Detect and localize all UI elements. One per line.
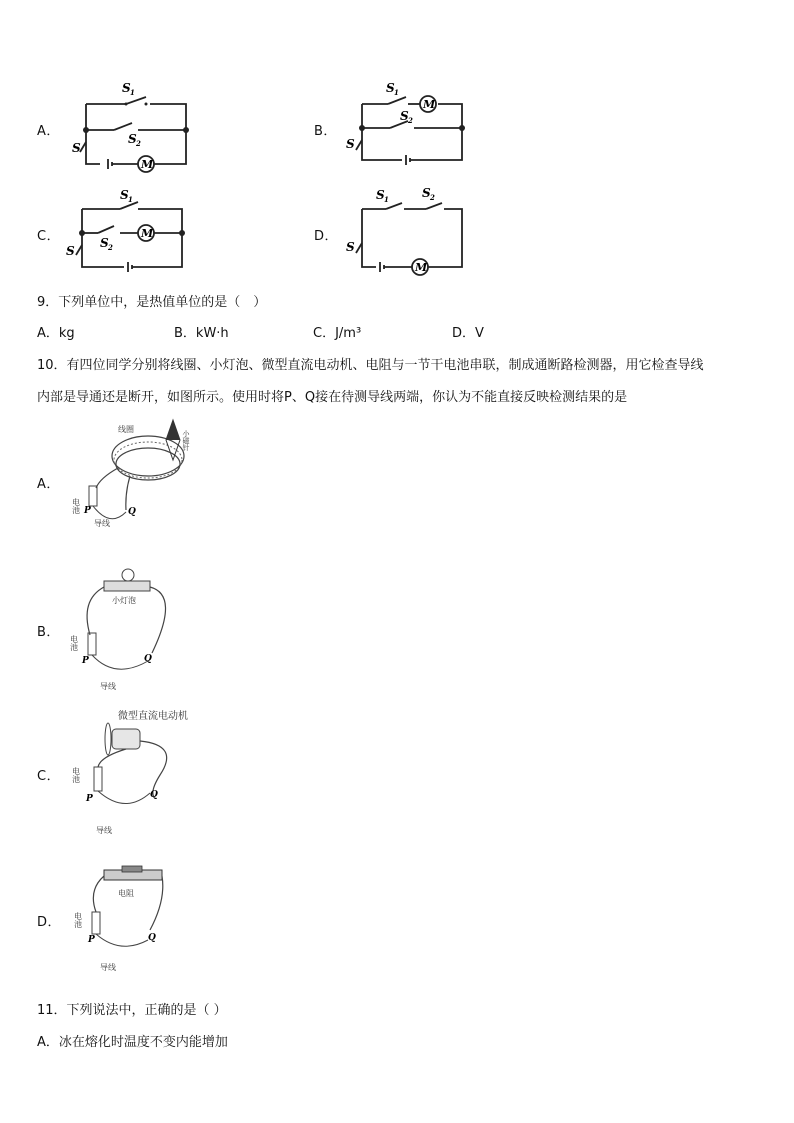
svg-text:导线: 导线 [100,682,116,691]
svg-text:小磁针: 小磁针 [182,430,190,451]
svg-text:Q: Q [150,790,158,800]
svg-text:1: 1 [130,88,135,97]
svg-text:电池: 电池 [71,767,81,783]
q11-option-a[interactable]: A．冰在熔化时温度不变内能增加 [37,1035,228,1050]
svg-text:S: S [72,141,81,155]
svg-text:1: 1 [128,195,133,204]
svg-text:导线: 导线 [96,826,112,835]
q8-circuit-b [346,78,476,173]
q8-option-b-letter[interactable]: B． [314,124,337,139]
q9-option-b[interactable]: B．kW·h [174,326,229,341]
svg-text:电池: 电池 [73,912,83,928]
svg-text:S: S [128,132,137,146]
svg-text:线圈: 线圈 [118,425,134,434]
svg-text:S: S [376,188,385,202]
q10-figure-b-bulb [70,565,210,695]
svg-text:M: M [423,98,436,111]
q10-option-a-letter[interactable]: A． [37,477,60,492]
q9-option-a[interactable]: A．kg [37,326,75,341]
svg-text:S: S [422,186,431,200]
q8-circuit-a [70,80,200,175]
svg-text:1: 1 [394,88,399,97]
q8-circuit-c [66,185,196,280]
svg-text:S: S [400,109,409,123]
svg-text:2: 2 [408,116,413,125]
svg-text:2: 2 [430,193,435,202]
svg-text:电阻: 电阻 [118,889,134,898]
q8-option-a-letter[interactable]: A． [37,124,60,139]
q10-option-d-letter[interactable]: D． [37,915,62,930]
svg-text:S: S [66,244,75,258]
svg-text:S: S [100,236,109,250]
svg-text:S: S [386,81,395,95]
q8-circuit-d [346,185,476,280]
q11-stem: 11．下列说法中，正确的是（ ） [37,1003,227,1018]
svg-text:导线: 导线 [94,519,110,528]
q8-option-c-letter[interactable]: C． [37,229,61,244]
q10-stem-line2: 内部是导通还是断开，如图所示。使用时将P、Q接在待测导线两端，你认为不能直接反映检测结果的是 [37,390,628,405]
svg-text:Q: Q [128,507,136,517]
svg-text:微型直流电动机: 微型直流电动机 [118,711,188,722]
svg-text:电池: 电池 [71,498,81,514]
motor-label: M [141,158,154,171]
svg-text:2: 2 [108,243,113,252]
svg-text:S: S [122,81,131,95]
q9-stem: 9．下列单位中，是热值单位的是（ ） [37,295,267,310]
q10-stem-line1: 10．有四位同学分别将线圈、小灯泡、微型直流电动机、电阻与一节干电池串联，制成通断路检测器，用它检查导线 [37,358,704,373]
svg-text:导线: 导线 [100,963,116,972]
svg-text:1: 1 [384,195,389,204]
svg-text:S: S [120,188,129,202]
q8-option-d-letter[interactable]: D． [314,229,339,244]
svg-text:2: 2 [136,139,141,148]
q10-figure-d-resistor [70,860,200,980]
svg-text:小灯泡: 小灯泡 [112,596,136,605]
svg-text:P: P [86,794,93,804]
svg-text:Q: Q [144,654,152,664]
svg-text:P: P [88,935,95,945]
svg-text:M: M [415,261,428,274]
svg-text:S: S [346,240,355,254]
q9-option-d[interactable]: D．V [452,326,484,341]
q10-option-b-letter[interactable]: B． [37,625,60,640]
svg-text:S: S [346,137,355,151]
svg-text:P: P [84,506,91,516]
q10-option-c-letter[interactable]: C． [37,769,61,784]
svg-text:电池: 电池 [69,635,79,651]
svg-text:M: M [141,227,154,240]
q10-figure-a-coil [70,418,220,528]
q10-figure-c-motor [70,705,230,840]
svg-text:Q: Q [148,933,156,943]
svg-text:P: P [82,656,89,666]
q9-option-c[interactable]: C．J/m³ [313,326,362,341]
